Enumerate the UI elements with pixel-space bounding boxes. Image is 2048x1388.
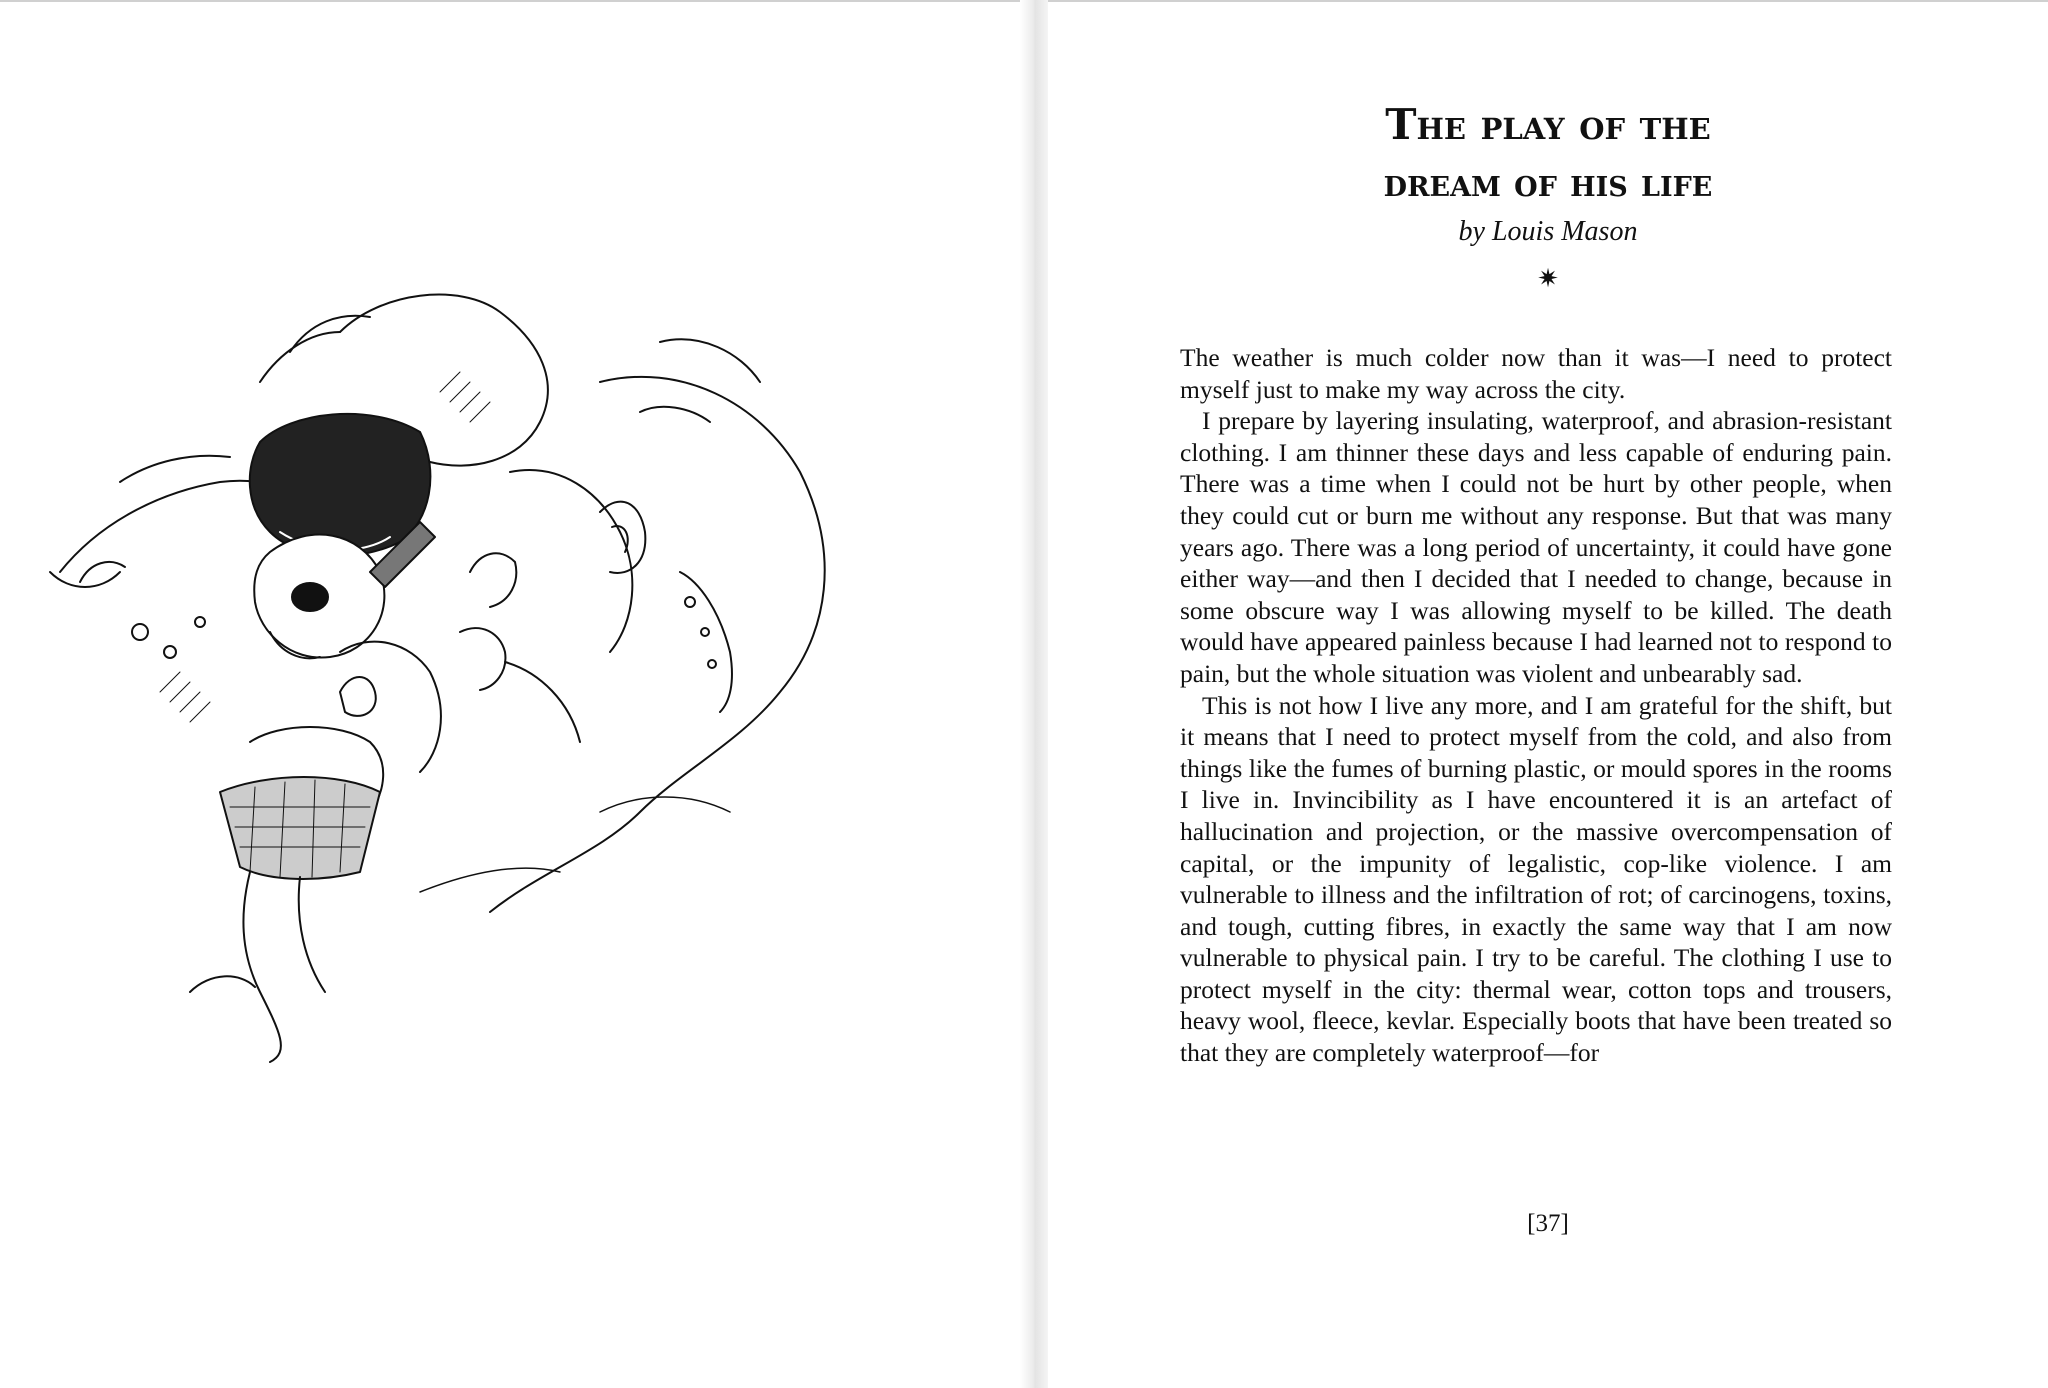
asterisk-ornament-icon: ✷ (1537, 264, 1559, 294)
title-line-1: The play of the (1385, 100, 1711, 149)
paragraph-1: The weather is much colder now than it was—I need to protect myself just to make my way across the city. (1180, 343, 1892, 404)
left-page (0, 2, 1020, 1388)
page-number: [37] (1527, 1210, 1569, 1237)
title-line-2: dream of his life (1383, 160, 1713, 205)
ink-drawing-figures-icon (40, 272, 980, 1072)
author-byline: by Louis Mason (1458, 216, 1638, 247)
paragraph-3: This is not how I live any more, and I am grateful for the shift, but it means that I need to protect myself from the cold, and also from things like the fumes of burning plastic, or mould spores in the rooms I live in. Invincibility as I have encountered it is an artefact of hallucination and projection, or the massive overcompensation of capital, or the impunity of legalistic, cop-like violence. I am vulnerable to illness and the infiltration of rot; of carcinogens, toxins, and tough, cutting fibres, in exactly the same way that I am now vulnerable to physical pain. I try to be careful. The clothing I use to protect myself in the city: thermal wear, cotton tops and trousers, heavy wool, fleece, kevlar. Especially boots that have been treated so that they are completely waterproof—for (1180, 690, 1892, 1068)
book-gutter (1020, 0, 1048, 1388)
story-title (1048, 94, 2048, 210)
paragraph-2: I prepare by layering insulating, waterproof, and abrasion-resistant clothing. I am thinner these days and less capable of enduring pain. There was a time when I could not be hurt by other people, when they could cut or burn me without any response. But that was many years ago. There was a long period of uncertainty, it could have gone either way—and then I decided that I needed to change, because in some obscure way I was allowing myself to be killed. The death would have appeared painless because I had learned not to respond to pain, but the whole situation was violent and unbearably sad. (1180, 406, 1892, 688)
right-page (1048, 2, 2048, 1388)
story-body (1180, 342, 1892, 1069)
